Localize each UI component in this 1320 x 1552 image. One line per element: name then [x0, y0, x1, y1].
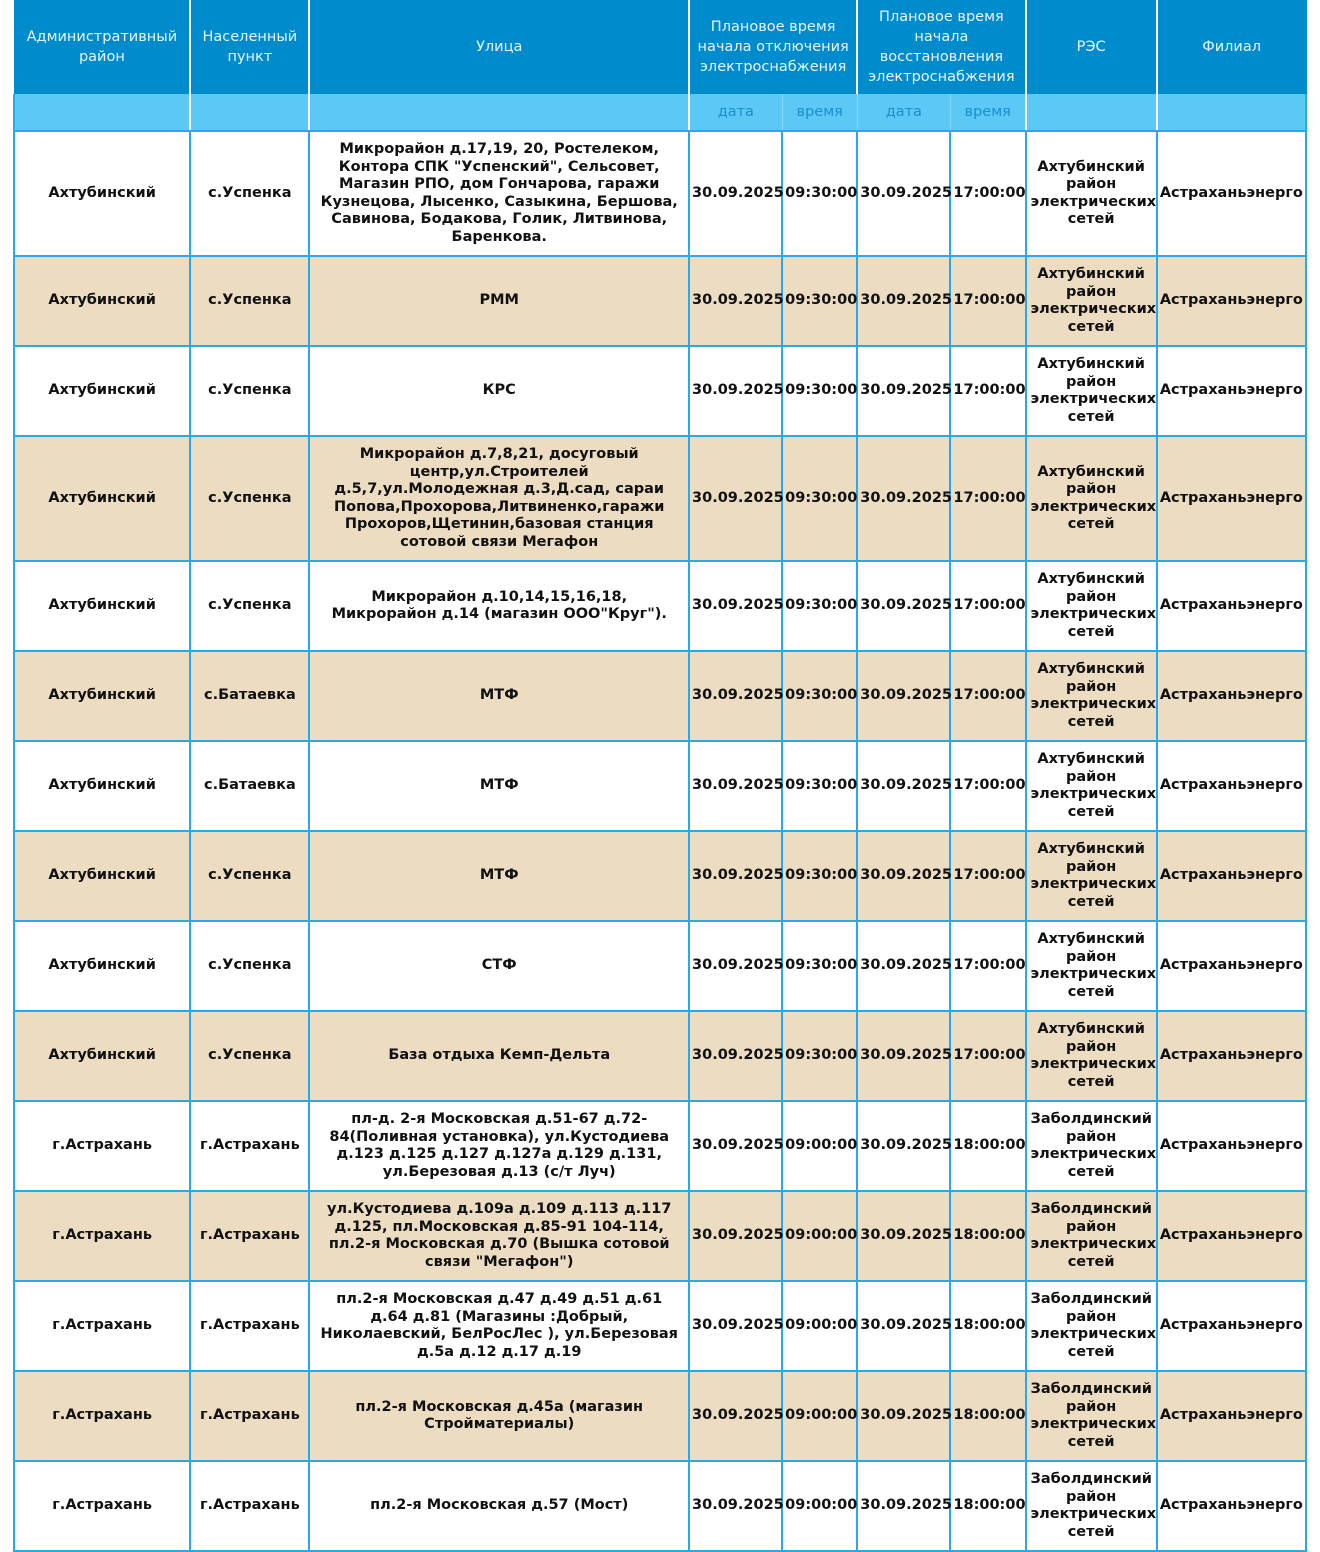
table-row: [14, 1281, 1306, 1371]
cell-off-date: 30.09.2025: [689, 561, 782, 651]
cell-street: МТФ: [309, 651, 689, 741]
cell-street: пл.2-я Московская д.45а (магазин Стройматериалы): [309, 1371, 689, 1461]
cell-district: г.Астрахань: [14, 1281, 190, 1371]
cell-district: Ахтубинский: [14, 921, 190, 1011]
table-row: [14, 1011, 1306, 1101]
cell-restore-date: 30.09.2025: [857, 1461, 950, 1551]
cell-res: Ахтубинский район электрических сетей: [1026, 1011, 1157, 1101]
outage-schedule-table: [13, 0, 1307, 1552]
cell-restore-time: 17:00:00: [950, 131, 1025, 256]
cell-locality: г.Астрахань: [190, 1191, 309, 1281]
cell-off-date: 30.09.2025: [689, 1191, 782, 1281]
cell-restore-time: 18:00:00: [950, 1371, 1025, 1461]
cell-district: г.Астрахань: [14, 1461, 190, 1551]
cell-restore-time: 17:00:00: [950, 346, 1025, 436]
cell-branch: Астраханьэнерго: [1157, 256, 1306, 346]
cell-street: РММ: [309, 256, 689, 346]
header-row: [14, 0, 1306, 94]
cell-branch: Астраханьэнерго: [1157, 561, 1306, 651]
outage-table-container: [13, 0, 1307, 1552]
cell-branch: Астраханьэнерго: [1157, 651, 1306, 741]
cell-off-time: 09:30:00: [782, 921, 857, 1011]
cell-district: Ахтубинский: [14, 256, 190, 346]
cell-restore-time: 17:00:00: [950, 256, 1025, 346]
cell-district: г.Астрахань: [14, 1371, 190, 1461]
subheader-off-time: время: [782, 94, 857, 131]
subheader-empty: [1157, 94, 1306, 131]
cell-restore-date: 30.09.2025: [857, 831, 950, 921]
table-row: [14, 651, 1306, 741]
cell-branch: Астраханьэнерго: [1157, 1191, 1306, 1281]
cell-off-time: 09:00:00: [782, 1461, 857, 1551]
table-body: [14, 131, 1306, 1551]
cell-off-date: 30.09.2025: [689, 651, 782, 741]
cell-off-date: 30.09.2025: [689, 1461, 782, 1551]
cell-res: Ахтубинский район электрических сетей: [1026, 346, 1157, 436]
cell-restore-time: 18:00:00: [950, 1101, 1025, 1191]
cell-street: ул.Кустодиева д.109а д.109 д.113 д.117 д.125, пл.Московская д.85-91 104-114, пл.2-я Московская д.70 (Вышка сотовой связи "Мегафон"): [309, 1191, 689, 1281]
cell-off-date: 30.09.2025: [689, 436, 782, 561]
cell-restore-time: 18:00:00: [950, 1281, 1025, 1371]
cell-locality: г.Астрахань: [190, 1281, 309, 1371]
cell-locality: с.Успенка: [190, 921, 309, 1011]
cell-off-date: 30.09.2025: [689, 256, 782, 346]
cell-locality: с.Успенка: [190, 256, 309, 346]
cell-district: Ахтубинский: [14, 131, 190, 256]
cell-locality: с.Успенка: [190, 1011, 309, 1101]
cell-res: Ахтубинский район электрических сетей: [1026, 831, 1157, 921]
cell-street: КРС: [309, 346, 689, 436]
header-res: РЭС: [1026, 0, 1157, 94]
subheader-row: [14, 94, 1306, 131]
header-branch: Филиал: [1157, 0, 1306, 94]
header-off-time: Плановое время начала отключения электроснабжения: [689, 0, 857, 94]
header-locality: Населенный пункт: [190, 0, 309, 94]
cell-restore-time: 17:00:00: [950, 921, 1025, 1011]
table-header: [14, 0, 1306, 131]
cell-branch: Астраханьэнерго: [1157, 346, 1306, 436]
cell-branch: Астраханьэнерго: [1157, 1461, 1306, 1551]
cell-off-date: 30.09.2025: [689, 1101, 782, 1191]
cell-locality: с.Успенка: [190, 436, 309, 561]
cell-street: пл.2-я Московская д.47 д.49 д.51 д.61 д.64 д.81 (Магазины :Добрый, Николаевский, БелРосЛес ), ул.Березовая д.5а д.12 д.17 д.19: [309, 1281, 689, 1371]
cell-street: пл.2-я Московская д.57 (Мост): [309, 1461, 689, 1551]
cell-off-date: 30.09.2025: [689, 921, 782, 1011]
cell-off-date: 30.09.2025: [689, 1281, 782, 1371]
cell-res: Заболдинский район электрических сетей: [1026, 1191, 1157, 1281]
cell-restore-date: 30.09.2025: [857, 651, 950, 741]
cell-res: Ахтубинский район электрических сетей: [1026, 651, 1157, 741]
cell-off-time: 09:30:00: [782, 831, 857, 921]
cell-off-time: 09:30:00: [782, 131, 857, 256]
cell-street: СТФ: [309, 921, 689, 1011]
cell-branch: Астраханьэнерго: [1157, 436, 1306, 561]
cell-locality: с.Успенка: [190, 131, 309, 256]
cell-street: Микрорайон д.17,19, 20, Ростелеком, Контора СПК "Успенский", Сельсовет, Магазин РПО, дом Гончарова, гаражи Кузнецова, Лысенко, Сазыкина, Бершова, Савинова, Бодакова, Голик, Литвинова, Баренкова.: [309, 131, 689, 256]
cell-off-date: 30.09.2025: [689, 741, 782, 831]
cell-restore-time: 17:00:00: [950, 436, 1025, 561]
cell-restore-date: 30.09.2025: [857, 561, 950, 651]
cell-res: Ахтубинский район электрических сетей: [1026, 561, 1157, 651]
table-row: [14, 741, 1306, 831]
table-row: [14, 131, 1306, 256]
subheader-restore-time: время: [950, 94, 1025, 131]
cell-off-time: 09:30:00: [782, 256, 857, 346]
subheader-restore-date: дата: [857, 94, 950, 131]
subheader-off-date: дата: [689, 94, 782, 131]
cell-off-date: 30.09.2025: [689, 831, 782, 921]
cell-res: Заболдинский район электрических сетей: [1026, 1461, 1157, 1551]
cell-restore-time: 17:00:00: [950, 651, 1025, 741]
cell-district: Ахтубинский: [14, 741, 190, 831]
cell-restore-date: 30.09.2025: [857, 1281, 950, 1371]
cell-res: Ахтубинский район электрических сетей: [1026, 256, 1157, 346]
cell-restore-date: 30.09.2025: [857, 1371, 950, 1461]
cell-locality: г.Астрахань: [190, 1101, 309, 1191]
cell-district: Ахтубинский: [14, 1011, 190, 1101]
cell-street: Микрорайон д.10,14,15,16,18, Микрорайон д.14 (магазин ООО"Круг").: [309, 561, 689, 651]
table-row: [14, 561, 1306, 651]
cell-branch: Астраханьэнерго: [1157, 1371, 1306, 1461]
cell-restore-date: 30.09.2025: [857, 346, 950, 436]
cell-res: Ахтубинский район электрических сетей: [1026, 131, 1157, 256]
cell-street: МТФ: [309, 741, 689, 831]
cell-off-date: 30.09.2025: [689, 131, 782, 256]
cell-off-time: 09:00:00: [782, 1281, 857, 1371]
cell-off-time: 09:30:00: [782, 651, 857, 741]
cell-locality: с.Батаевка: [190, 741, 309, 831]
table-row: [14, 256, 1306, 346]
cell-branch: Астраханьэнерго: [1157, 741, 1306, 831]
table-row: [14, 1371, 1306, 1461]
cell-district: г.Астрахань: [14, 1191, 190, 1281]
cell-locality: г.Астрахань: [190, 1461, 309, 1551]
cell-off-time: 09:30:00: [782, 1011, 857, 1101]
cell-street: Микрорайон д.7,8,21, досуговый центр,ул.Строителей д.5,7,ул.Молодежная д.3,Д.сад, сараи Попова,Прохорова,Литвиненко,гаражи Прохоров,Щетинин,базовая станция сотовой связи Мегафон: [309, 436, 689, 561]
subheader-empty: [190, 94, 309, 131]
subheader-empty: [1026, 94, 1157, 131]
cell-street: База отдыха Кемп-Дельта: [309, 1011, 689, 1101]
header-district: Административный район: [14, 0, 190, 94]
header-restore-time: Плановое время начала восстановления электроснабжения: [857, 0, 1025, 94]
cell-restore-time: 17:00:00: [950, 561, 1025, 651]
cell-district: Ахтубинский: [14, 561, 190, 651]
cell-street: пл-д. 2-я Московская д.51-67 д.72-84(Поливная установка), ул.Кустодиева д.123 д.125 д.127 д.127а д.129 д.131, ул.Березовая д.13 (с/т Луч): [309, 1101, 689, 1191]
cell-district: Ахтубинский: [14, 346, 190, 436]
cell-restore-date: 30.09.2025: [857, 1191, 950, 1281]
cell-res: Заболдинский район электрических сетей: [1026, 1101, 1157, 1191]
cell-branch: Астраханьэнерго: [1157, 831, 1306, 921]
table-row: [14, 831, 1306, 921]
cell-branch: Астраханьэнерго: [1157, 1101, 1306, 1191]
cell-off-time: 09:30:00: [782, 436, 857, 561]
header-street: Улица: [309, 0, 689, 94]
table-row: [14, 436, 1306, 561]
cell-branch: Астраханьэнерго: [1157, 1281, 1306, 1371]
cell-restore-date: 30.09.2025: [857, 436, 950, 561]
cell-district: Ахтубинский: [14, 831, 190, 921]
cell-res: Ахтубинский район электрических сетей: [1026, 921, 1157, 1011]
cell-locality: с.Батаевка: [190, 651, 309, 741]
table-row: [14, 346, 1306, 436]
table-row: [14, 1101, 1306, 1191]
cell-restore-date: 30.09.2025: [857, 741, 950, 831]
cell-off-time: 09:00:00: [782, 1191, 857, 1281]
table-row: [14, 1461, 1306, 1551]
cell-off-time: 09:30:00: [782, 561, 857, 651]
subheader-empty: [14, 94, 190, 131]
cell-restore-date: 30.09.2025: [857, 131, 950, 256]
cell-res: Заболдинский район электрических сетей: [1026, 1281, 1157, 1371]
cell-res: Заболдинский район электрических сетей: [1026, 1371, 1157, 1461]
cell-res: Ахтубинский район электрических сетей: [1026, 436, 1157, 561]
cell-restore-date: 30.09.2025: [857, 256, 950, 346]
table-row: [14, 1191, 1306, 1281]
cell-restore-time: 17:00:00: [950, 831, 1025, 921]
cell-branch: Астраханьэнерго: [1157, 131, 1306, 256]
cell-restore-time: 17:00:00: [950, 1011, 1025, 1101]
subheader-empty: [309, 94, 689, 131]
cell-off-date: 30.09.2025: [689, 1011, 782, 1101]
cell-locality: с.Успенка: [190, 346, 309, 436]
cell-street: МТФ: [309, 831, 689, 921]
cell-restore-time: 17:00:00: [950, 741, 1025, 831]
cell-res: Ахтубинский район электрических сетей: [1026, 741, 1157, 831]
cell-off-time: 09:00:00: [782, 1371, 857, 1461]
cell-off-date: 30.09.2025: [689, 346, 782, 436]
cell-branch: Астраханьэнерго: [1157, 921, 1306, 1011]
cell-restore-date: 30.09.2025: [857, 921, 950, 1011]
cell-restore-time: 18:00:00: [950, 1461, 1025, 1551]
cell-off-time: 09:00:00: [782, 1101, 857, 1191]
cell-restore-date: 30.09.2025: [857, 1101, 950, 1191]
cell-locality: г.Астрахань: [190, 1371, 309, 1461]
cell-branch: Астраханьэнерго: [1157, 1011, 1306, 1101]
cell-off-time: 09:30:00: [782, 346, 857, 436]
cell-locality: с.Успенка: [190, 561, 309, 651]
cell-district: г.Астрахань: [14, 1101, 190, 1191]
cell-off-date: 30.09.2025: [689, 1371, 782, 1461]
cell-restore-date: 30.09.2025: [857, 1011, 950, 1101]
cell-locality: с.Успенка: [190, 831, 309, 921]
table-row: [14, 921, 1306, 1011]
cell-district: Ахтубинский: [14, 651, 190, 741]
cell-restore-time: 18:00:00: [950, 1191, 1025, 1281]
cell-off-time: 09:30:00: [782, 741, 857, 831]
cell-district: Ахтубинский: [14, 436, 190, 561]
